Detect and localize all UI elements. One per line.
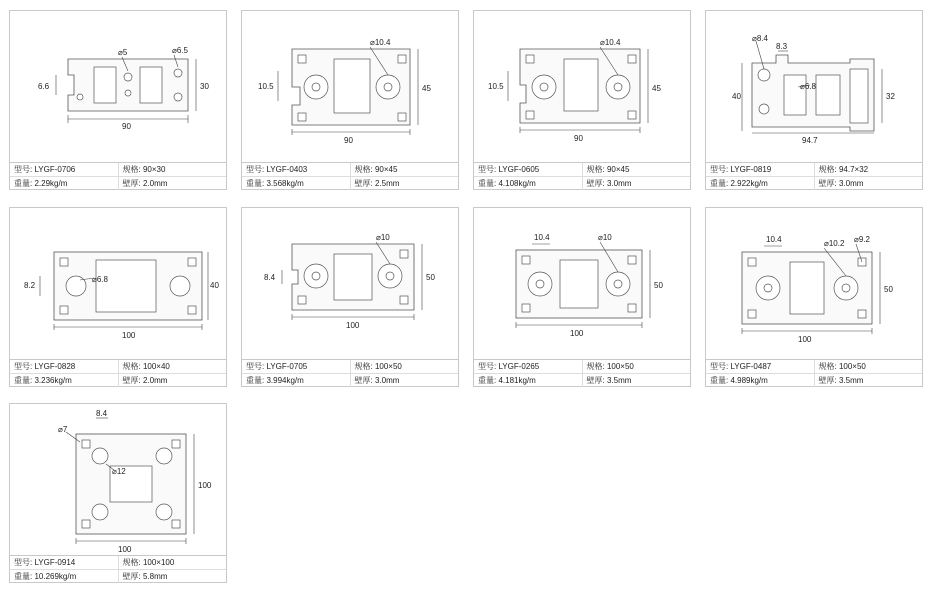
model-value: LYGF-0828 [34, 362, 76, 371]
weight-label: 重量 [246, 376, 262, 385]
dim-height: 45 [422, 84, 431, 93]
dim-hole: ⌀10 [598, 233, 612, 242]
weight-value: 2.29kg/m [34, 179, 68, 188]
dim-width: 90 [574, 134, 583, 143]
model-label: 型号 [478, 165, 494, 174]
model-value: LYGF-0706 [34, 165, 76, 174]
wall-value: 3.5mm [838, 376, 864, 385]
dim-hole: ⌀10 [376, 233, 390, 242]
model-value: LYGF-0487 [730, 362, 772, 371]
weight-value: 2.922kg/m [730, 179, 768, 188]
profile-shape [292, 244, 414, 310]
dim-slot: 10.4 [534, 233, 550, 242]
dim-slot: 8.4 [264, 273, 276, 282]
profile-card [473, 10, 691, 190]
wall-value: 3.0mm [374, 376, 400, 385]
dim-slot: 10.5 [488, 82, 504, 91]
wall-label: 壁厚 [818, 179, 835, 188]
wall-value: 2.0mm [142, 376, 168, 385]
profile-drawing [706, 11, 922, 165]
profile-shape [76, 434, 186, 534]
spec-label: 规格 [122, 362, 139, 371]
dim-hole: ⌀12 [112, 467, 126, 476]
dim-slot: 8.2 [24, 281, 36, 290]
dim-hole2: ⌀7 [58, 425, 68, 434]
profile-info: 型号: LYGF-0403 规格: 90×45 重量: 3.568kg/m 壁厚: 2.5mm [242, 162, 458, 189]
dim-width: 100 [118, 545, 132, 554]
spec-value: 90×45 [374, 165, 398, 174]
dim-height: 32 [886, 92, 895, 101]
dim-slot: 8.4 [96, 409, 108, 418]
dim-slot: ⌀8.4 [752, 34, 768, 43]
model-label: 型号 [478, 362, 494, 371]
dim-height: 100 [198, 481, 212, 490]
dim-height: 40 [210, 281, 219, 290]
model-label: 型号 [710, 165, 726, 174]
dim-slot: 6.6 [38, 82, 50, 91]
dim-width: 94.7 [802, 136, 818, 145]
dim-height: 50 [426, 273, 435, 282]
profile-info: 型号: LYGF-0605 规格: 90×45 重量: 4.108kg/m 壁厚: 3.0mm [474, 162, 690, 189]
model-value: LYGF-0265 [498, 362, 540, 371]
profile-shape [752, 55, 874, 131]
dim-width: 100 [570, 329, 584, 338]
wall-label: 壁厚 [818, 376, 835, 385]
dim-width: 90 [122, 122, 131, 131]
profile-drawing [242, 208, 458, 362]
spec-value: 100×40 [142, 362, 170, 371]
wall-value: 2.5mm [374, 179, 400, 188]
dim-hole2: ⌀9.2 [854, 235, 870, 244]
weight-label: 重量 [478, 376, 494, 385]
profile-card [241, 207, 459, 387]
model-label: 型号 [14, 558, 30, 567]
spec-label: 规格 [586, 362, 603, 371]
dim-width: 100 [122, 331, 136, 340]
spec-value: 100×50 [374, 362, 402, 371]
dim-hole: ⌀5 [118, 48, 128, 57]
spec-value: 100×50 [606, 362, 634, 371]
profile-drawing [474, 208, 690, 362]
dim-width: 100 [346, 321, 360, 330]
spec-value: 90×30 [142, 165, 166, 174]
weight-label: 重量 [710, 376, 726, 385]
spec-label: 规格 [818, 165, 835, 174]
profile-shape [54, 252, 202, 320]
model-value: LYGF-0605 [498, 165, 540, 174]
wall-value: 2.0mm [142, 179, 168, 188]
spec-value: 90×45 [606, 165, 630, 174]
wall-label: 壁厚 [122, 179, 139, 188]
spec-value: 100×100 [142, 558, 175, 567]
weight-label: 重量 [14, 572, 30, 581]
dim-hole: ⌀10.4 [370, 38, 391, 47]
dim-slot: 10.4 [766, 235, 782, 244]
profile-info: 型号: LYGF-0819 规格: 94.7×32 重量: 2.922kg/m 壁厚: 3.0mm [706, 162, 922, 189]
profile-info: 型号: LYGF-0914 规格: 100×100 重量: 10.269kg/m 壁厚: 5.8mm [10, 555, 226, 582]
wall-label: 壁厚 [586, 376, 603, 385]
profile-shape [68, 59, 188, 111]
model-value: LYGF-0819 [730, 165, 772, 174]
profile-card [9, 403, 227, 583]
dim-slot2: 8.3 [776, 42, 788, 51]
profile-drawing [10, 404, 226, 558]
profile-card [705, 207, 923, 387]
profile-card [9, 207, 227, 387]
profile-card [9, 10, 227, 190]
weight-label: 重量 [478, 179, 494, 188]
wall-value: 3.0mm [838, 179, 864, 188]
spec-label: 规格 [818, 362, 835, 371]
spec-label: 规格 [586, 165, 603, 174]
weight-value: 10.269kg/m [34, 572, 77, 581]
profile-drawing [474, 11, 690, 165]
profile-info: 型号: LYGF-0828 规格: 100×40 重量: 3.236kg/m 壁厚: 2.0mm [10, 359, 226, 386]
dim-height: 50 [884, 285, 893, 294]
profile-shape [516, 250, 642, 318]
wall-value: 5.8mm [142, 572, 168, 581]
spec-label: 规格 [354, 362, 371, 371]
profile-drawing [10, 208, 226, 362]
dim-height: 30 [200, 82, 209, 91]
weight-value: 3.236kg/m [34, 376, 72, 385]
spec-label: 规格 [122, 165, 139, 174]
wall-label: 壁厚 [122, 572, 139, 581]
weight-value: 4.181kg/m [498, 376, 536, 385]
spec-label: 规格 [354, 165, 371, 174]
dim-height: 50 [654, 281, 663, 290]
model-label: 型号 [246, 362, 262, 371]
profile-drawing [10, 11, 226, 165]
profile-info: 型号: LYGF-0265 规格: 100×50 重量: 4.181kg/m 壁厚: 3.5mm [474, 359, 690, 386]
spec-value: 94.7×32 [838, 165, 869, 174]
weight-value: 3.568kg/m [266, 179, 304, 188]
profile-shape [292, 49, 410, 125]
weight-value: 4.989kg/m [730, 376, 768, 385]
dim-hole: ⌀10.2 [824, 239, 845, 248]
wall-label: 壁厚 [586, 179, 603, 188]
weight-value: 4.108kg/m [498, 179, 536, 188]
profile-info: 型号: LYGF-0487 规格: 100×50 重量: 4.989kg/m 壁厚: 3.5mm [706, 359, 922, 386]
dim-hole: ⌀6.8 [800, 82, 816, 91]
wall-value: 3.5mm [606, 376, 632, 385]
dim-hole: ⌀10.4 [600, 38, 621, 47]
spec-value: 100×50 [838, 362, 866, 371]
model-value: LYGF-0705 [266, 362, 308, 371]
model-value: LYGF-0403 [266, 165, 308, 174]
wall-label: 壁厚 [122, 376, 139, 385]
dim-height: 45 [652, 84, 661, 93]
wall-value: 3.0mm [606, 179, 632, 188]
profile-shape [742, 252, 872, 324]
dim-width: 90 [344, 136, 353, 145]
weight-label: 重量 [246, 179, 262, 188]
weight-label: 重量 [14, 376, 30, 385]
weight-value: 3.994kg/m [266, 376, 304, 385]
weight-label: 重量 [14, 179, 30, 188]
profile-info: 型号: LYGF-0705 规格: 100×50 重量: 3.994kg/m 壁厚: 3.0mm [242, 359, 458, 386]
profile-card [241, 10, 459, 190]
dim-width: 100 [798, 335, 812, 344]
profile-info: 型号: LYGF-0706 规格: 90×30 重量: 2.29kg/m 壁厚: 2.0mm [10, 162, 226, 189]
dim-slot: 10.5 [258, 82, 274, 91]
dim-hole2: ⌀6.5 [172, 46, 188, 55]
profile-drawing [242, 11, 458, 165]
profile-shape [520, 49, 640, 123]
model-label: 型号 [14, 165, 30, 174]
profile-drawing [706, 208, 922, 362]
dim-height2: 40 [732, 92, 741, 101]
profile-card [705, 10, 923, 190]
spec-label: 规格 [122, 558, 139, 567]
model-label: 型号 [710, 362, 726, 371]
profile-card [473, 207, 691, 387]
dim-hole: ⌀6.8 [92, 275, 108, 284]
model-label: 型号 [246, 165, 262, 174]
model-value: LYGF-0914 [34, 558, 76, 567]
wall-label: 壁厚 [354, 376, 371, 385]
wall-label: 壁厚 [354, 179, 371, 188]
model-label: 型号 [14, 362, 30, 371]
weight-label: 重量 [710, 179, 726, 188]
